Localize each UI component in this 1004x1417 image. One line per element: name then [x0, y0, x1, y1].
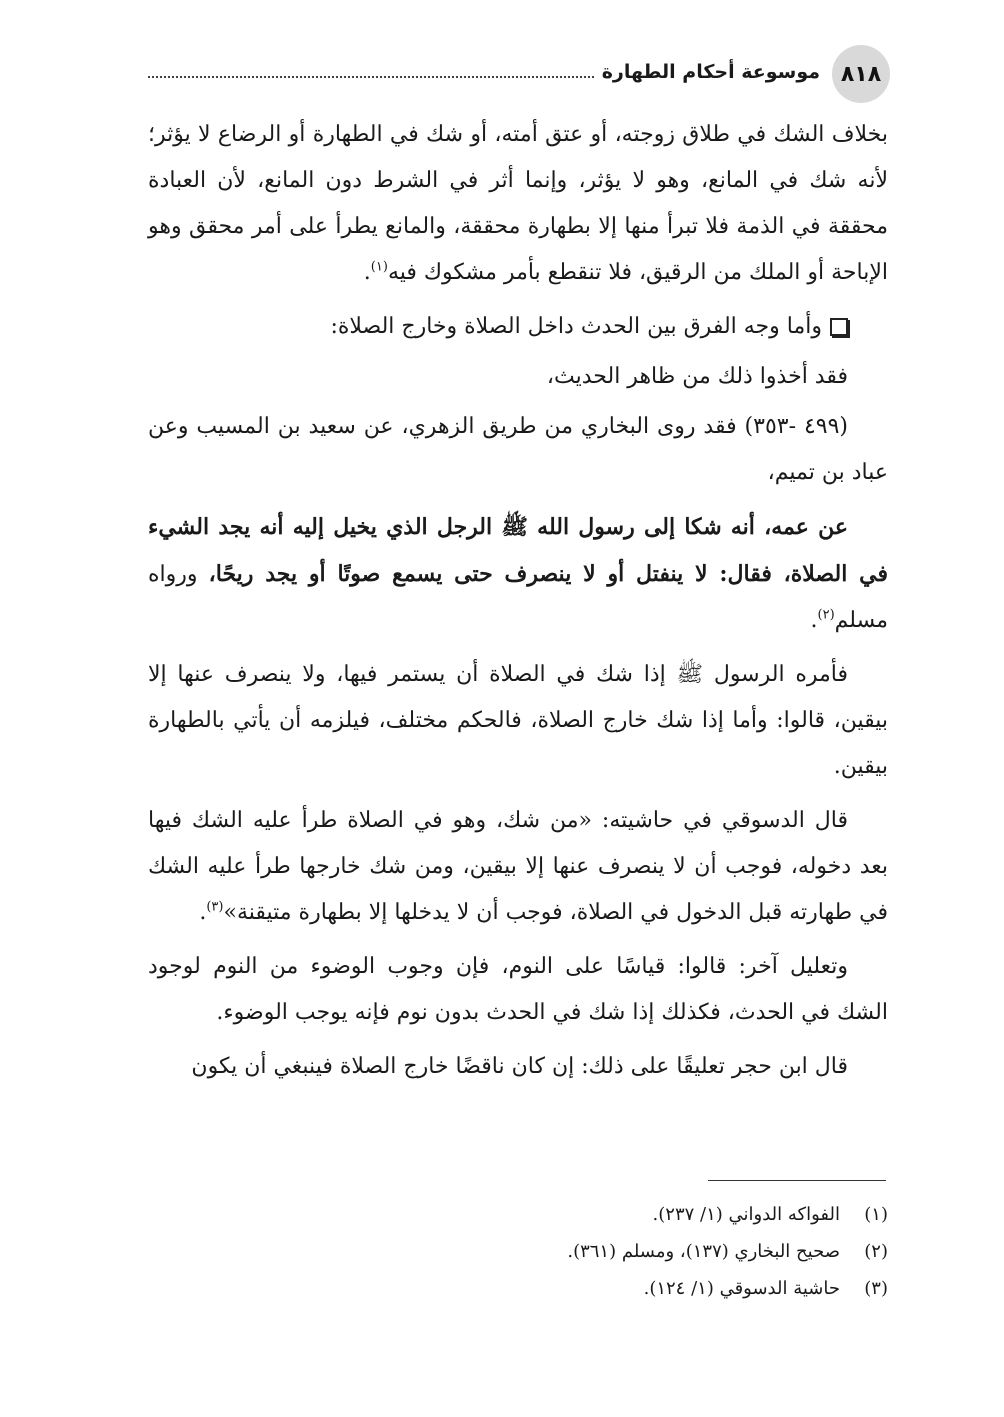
footnote-ref: (٢) [817, 607, 835, 623]
footnote-number: (٢) [864, 1241, 888, 1262]
paragraph: قال الدسوقي في حاشيته: «من شك، وهو في الصلاة طرأ عليه الشك فيها بعد دخوله، فوجب أن لا ينصرف عنها إلا بيقين، ومن شك خارجها طرأ عليه الشك في طهارته قبل الدخول في الصلاة، فوجب أن لا يدخلها إلا بطهارة متيقنة»$^{(٣)}$. [148, 808, 888, 925]
footnotes [148, 1196, 888, 1307]
paragraph: فقد أخذوا ذلك من ظاهر الحديث، [546, 364, 848, 389]
footnote-text: حاشية الدسوقي (١/ ١٢٤). [643, 1278, 840, 1299]
page-number: ٨١٨ [832, 45, 890, 103]
header-dotted-leader [148, 76, 594, 78]
paragraph: فأمره الرسول ﷺ إذا شك في الصلاة أن يستمر فيها، ولا ينصرف عنها إلا بيقين، قالوا: وأما إذا شك خارج الصلاة، فالحكم مختلف، فيلزمه أن يأتي بالطهارة بيقين. [148, 662, 888, 779]
footnote-text: صحيح البخاري (١٣٧)، ومسلم (٣٦١). [567, 1241, 840, 1262]
footnote-number: (٣) [864, 1278, 888, 1299]
paragraph: قال ابن حجر تعليقًا على ذلك: إن كان ناقضًا خارج الصلاة فينبغي أن يكون [191, 1054, 848, 1079]
footnote-ref: (١) [370, 259, 388, 275]
footnote-number: (١) [864, 1204, 888, 1225]
running-header [148, 54, 828, 90]
hadith-text: عن عمه، أنه شكا إلى رسول الله ﷺ الرجل الذي يخيل إليه أنه يجد الشيء في الصلاة، فقال: لا ينفتل أو لا ينصرف حتى يسمع صوتًا أو يجد ريحًا، ورواه مسلم$^{(٢)}$. [148, 514, 888, 633]
footnote-item [148, 1270, 888, 1307]
paragraph: بخلاف الشك في طلاق زوجته، أو عتق أمته، أو شك في الطهارة أو الرضاع لا يؤثر؛ لأنه شك في المانع، وهو لا يؤثر، وإنما أثر في الشرط دون المانع، لأن العبادة محققة في الذمة فلا تبرأ منها إلا بطهارة محققة، والمانع يطرأ على أمر محقق وهو الإباحة أو الملك من الرقيق، فلا تنقطع بأمر مشكوك فيه$^{(١)}$. [148, 122, 888, 285]
body-text [148, 112, 888, 1094]
footnote-ref: (٣) [206, 899, 224, 915]
hadith-intro: (٤٩٩ -٣٥٣) فقد روى البخاري من طريق الزهري، عن سعيد بن المسيب وعن عباد بن تميم، [148, 414, 888, 485]
paragraph: وأما وجه الفرق بين الحدث داخل الصلاة وخارج الصلاة: [148, 304, 888, 350]
book-title: موسوعة أحكام الطهارة [601, 61, 820, 83]
paragraph: وتعليل آخر: قالوا: قياسًا على النوم، فإن وجوب الوضوء من النوم لوجود الشك في الحدث، فكذلك إذا شك في الحدث بدون نوم فإنه يوجب الوضوء. [148, 954, 888, 1025]
footnote-divider [708, 1180, 886, 1181]
footnote-item [148, 1196, 888, 1233]
footnote-item [148, 1233, 888, 1270]
checkbox-bullet-icon [830, 318, 848, 336]
footnote-text: الفواكه الدواني (١/ ٢٣٧). [652, 1204, 840, 1225]
